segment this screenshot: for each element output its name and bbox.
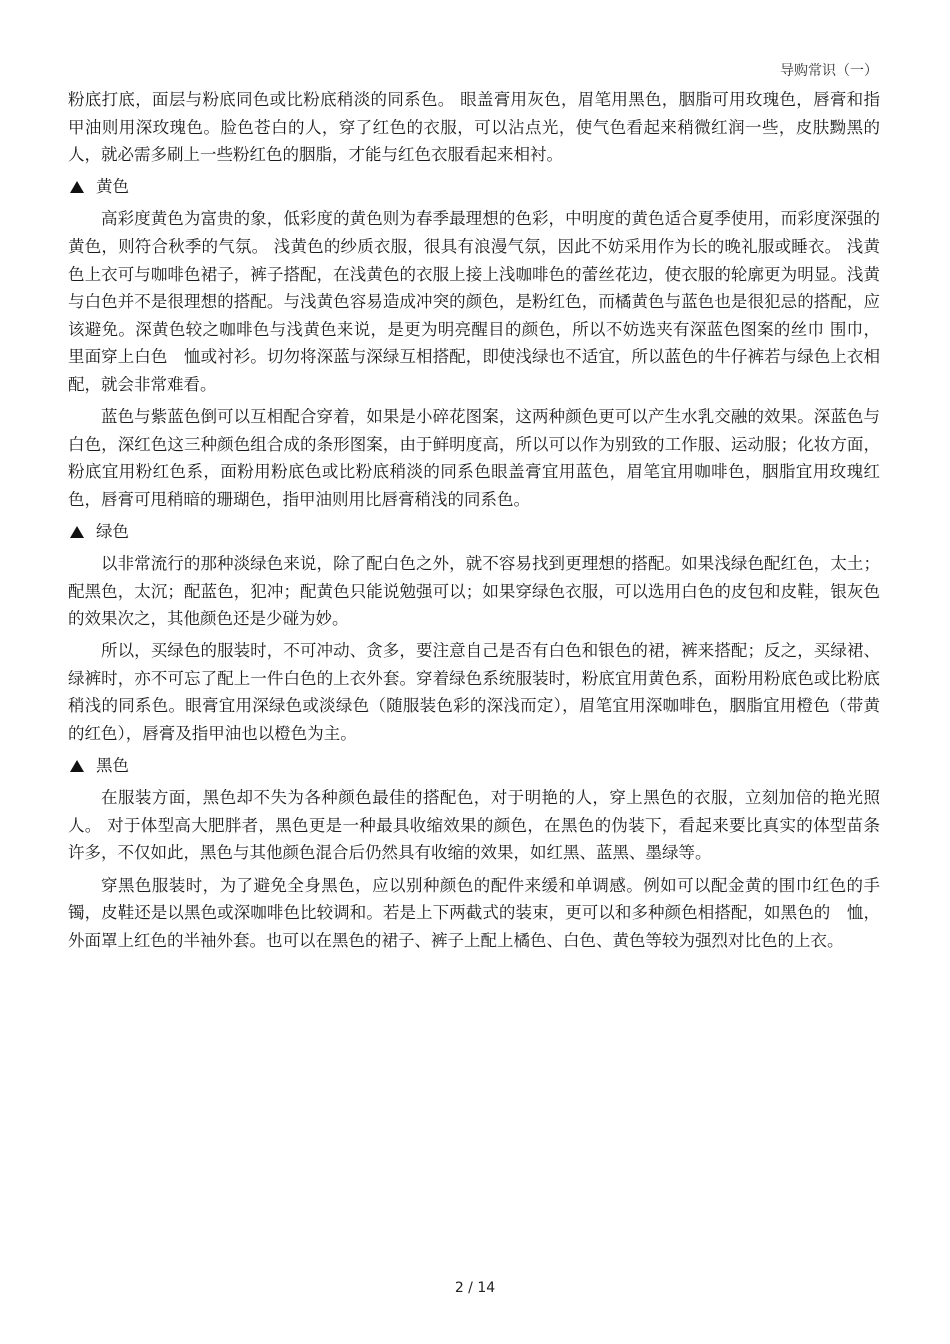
section-title: 绿色 <box>96 521 129 541</box>
page-header: 导购常识（一） <box>780 63 878 79</box>
section-heading-yellow <box>68 173 880 201</box>
section-title: 黑色 <box>96 756 129 776</box>
paragraph: 高彩度黄色为富贵的象，低彩度的黄色则为春季最理想的色彩，中明度的黄色适合夏季使用，而彩度深强的黄色，则符合秋季的气氛。 浅黄色的纱质衣服，很具有浪漫气氛，因此不妨采用作为长的晚礼服或睡衣。 浅黄色上衣可与咖啡色裙子，裤子搭配，在浅黄色的衣服上接上浅咖啡色的蕾丝花边，使衣服的轮廓更为明显。浅黄与白色并不是很理想的搭配。与浅黄色容易造成冲突的颜色，是粉红色，而橘黄色与蓝色也是很犯忌的搭配，应该避免。深黄色较之咖啡色与浅黄色来说，是更为明亮醒目的颜色，所以不妨选夹有深蓝色图案的丝巾 围巾，里面穿上白色 恤或衬衫。切勿将深蓝与深绿互相搭配，即使浅绿也不适宜，所以蓝色的牛仔裤若与绿色上衣相配，就会非常难看。 <box>68 209 880 394</box>
section-heading-green <box>68 518 880 546</box>
triangle-bullet-icon <box>70 526 84 538</box>
section-heading-black <box>68 752 880 780</box>
section-title: 黄色 <box>96 177 129 197</box>
paragraph: 所以，买绿色的服装时，不可冲动、贪多，要注意自己是否有白色和银色的裙，裤来搭配；反之，买绿裙、绿裤时，亦不可忘了配上一件白色的上衣外套。穿着绿色系统服装时，粉底宜用黄色系，面粉用粉底色或比粉底稍浅的同系色。眼膏宜用深绿色或淡绿色（随服装色彩的深浅而定），眉笔宜用深咖啡色，胭脂宜用橙色（带黄的红色），唇膏及指甲油也以橙色为主。 <box>68 641 880 744</box>
paragraph: 以非常流行的那种淡绿色来说，除了配白色之外，就不容易找到更理想的搭配。如果浅绿色配红色，太土；配黑色，太沉；配蓝色，犯冲；配黄色只能说勉强可以；如果穿绿色衣服，可以选用白色的皮包和皮鞋，银灰色的效果次之，其他颜色还是少碰为妙。 <box>68 554 880 629</box>
page-number: 2 / 14 <box>454 1280 496 1296</box>
paragraph: 蓝色与紫蓝色倒可以互相配合穿着，如果是小碎花图案，这两种颜色更可以产生水乳交融的效果。深蓝色与白色，深红色这三种颜色组合成的条形图案，由于鲜明度高，所以可以作为别致的工作服、运动服；化妆方面，粉底宜用粉红色系，面粉用粉底色或比粉底稍淡的同系色眼盖膏宜用蓝色，眉笔宜用咖啡色，胭脂宜用玫瑰红色，唇膏可甩稍暗的珊瑚色，指甲油则用比唇膏稍浅的同系色。 <box>68 407 880 509</box>
triangle-bullet-icon <box>70 181 84 193</box>
document-body <box>68 86 880 959</box>
paragraph: 穿黑色服装时，为了避免全身黑色，应以别种颜色的配件来缓和单调感。例如可以配金黄的围巾红色的手镯，皮鞋还是以黑色或深咖啡色比较调和。若是上下两截式的装束，更可以和多种颜色相搭配，如黑色的 恤，外面罩上红色的半袖外套。也可以在黑色的裙子、裤子上配上橘色、白色、黄色等较为强烈对比色的上衣。 <box>68 875 880 950</box>
paragraph: 粉底打底，面层与粉底同色或比粉底稍淡的同系色。 眼盖膏用灰色，眉笔用黑色，胭脂可用玫瑰色，唇膏和指甲油则用深玫瑰色。脸色苍白的人，穿了红色的衣服，可以沾点光，使气色看起来稍微红润一些，皮肤黝黑的人，就必需多刷上一些粉红色的胭脂，才能与红色衣服看起来相衬。 <box>68 90 880 165</box>
paragraph: 在服装方面，黑色却不失为各种颜色最佳的搭配色，对于明艳的人，穿上黑色的衣服，立刻加倍的艳光照人。 对于体型高大肥胖者，黑色更是一种最具收缩效果的颜色，在黑色的伪装下，看起来要比真实的体型苗条许多，不仅如此，黑色与其他颜色混合后仍然具有收缩的效果，如红黑、蓝黑、墨绿等。 <box>68 788 880 863</box>
triangle-bullet-icon <box>70 760 84 772</box>
